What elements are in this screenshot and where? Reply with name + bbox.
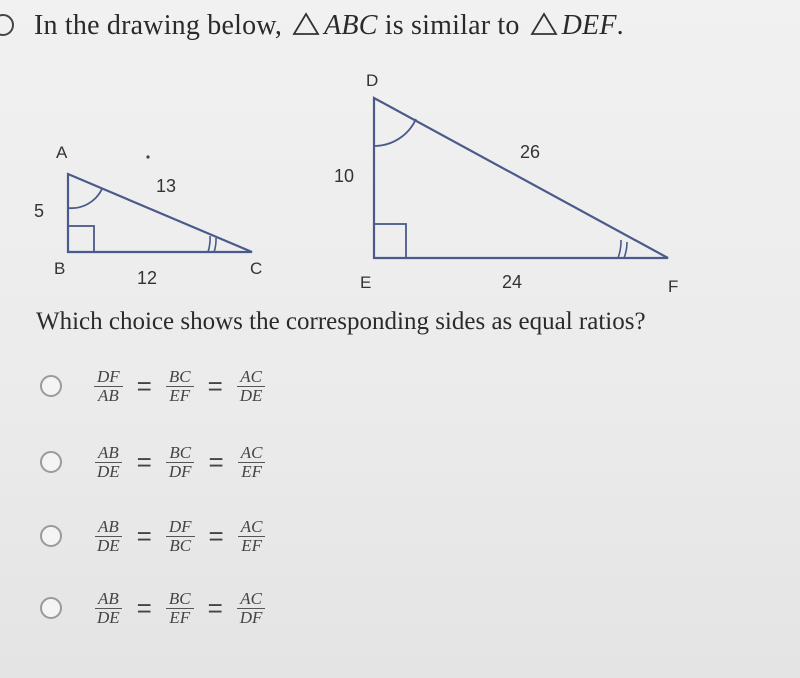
vertex-label-e: E bbox=[360, 273, 372, 292]
prompt-text: Which choice shows the corresponding sides as equal ratios? bbox=[36, 308, 646, 335]
question-suffix: . bbox=[616, 10, 624, 41]
question-middle: is similar to bbox=[384, 10, 520, 41]
fraction: $\frac{AC}{EF}$ bbox=[238, 518, 266, 555]
fraction: $\frac{AB}{DE}$ bbox=[94, 590, 123, 627]
vertex-label-f: F bbox=[668, 277, 679, 296]
fraction: $\frac{BC}{DF}$ bbox=[166, 444, 195, 481]
equals-sign: = bbox=[136, 370, 152, 401]
angle-a-arc bbox=[68, 189, 102, 208]
side-label-de: 10 bbox=[334, 166, 355, 186]
vertex-label-c: C bbox=[250, 259, 263, 278]
fraction: $\frac{BC}{EF}$ bbox=[166, 368, 194, 405]
angle-c-arc bbox=[214, 238, 216, 252]
side-label-ac: 13 bbox=[156, 176, 177, 196]
fraction: $\frac{DF}{BC}$ bbox=[166, 518, 195, 555]
vertex-label-b: B bbox=[54, 259, 66, 278]
fraction: $\frac{BC}{EF}$ bbox=[166, 590, 194, 627]
triangles-figure bbox=[0, 0, 800, 300]
side-label-df: 26 bbox=[520, 142, 541, 162]
right-angle-b-marker bbox=[68, 226, 94, 252]
angle-f-arc bbox=[624, 242, 627, 258]
answer-choice-4[interactable] bbox=[40, 580, 400, 636]
fraction: $\frac{AB}{DE}$ bbox=[94, 518, 123, 555]
fraction: $\frac{AC}{DF}$ bbox=[237, 590, 266, 627]
fraction: $\frac{AC}{EF}$ bbox=[238, 444, 266, 481]
fraction: $\frac{AB}{DE}$ bbox=[94, 444, 123, 481]
radio-button-3[interactable] bbox=[40, 525, 62, 547]
fraction: $\frac{DF}{AB}$ bbox=[94, 368, 123, 405]
triangle-abc bbox=[34, 143, 262, 288]
equals-sign: = bbox=[136, 520, 152, 551]
answer-choice-2[interactable] bbox=[40, 434, 400, 490]
answer-choice-1[interactable] bbox=[40, 358, 400, 414]
triangle-def bbox=[334, 71, 678, 296]
radio-button-4[interactable] bbox=[40, 597, 62, 619]
side-label-bc: 12 bbox=[137, 268, 158, 288]
equals-sign: = bbox=[207, 370, 223, 401]
side-label-ef: 24 bbox=[502, 272, 523, 292]
triangle-def-name: DEF bbox=[561, 10, 617, 41]
equals-sign: = bbox=[136, 592, 152, 623]
side-label-ab: 5 bbox=[34, 201, 45, 221]
fraction: $\frac{AC}{DE}$ bbox=[237, 368, 266, 405]
equals-sign: = bbox=[207, 592, 223, 623]
equals-sign: = bbox=[208, 520, 224, 551]
radio-button-2[interactable] bbox=[40, 451, 62, 473]
equals-sign: = bbox=[208, 446, 224, 477]
vertex-label-d: D bbox=[366, 71, 379, 90]
vertex-label-a: A bbox=[56, 143, 68, 162]
triangle-abc-name: ABC bbox=[324, 10, 378, 41]
answer-choice-3[interactable] bbox=[40, 508, 400, 564]
equals-sign: = bbox=[136, 446, 152, 477]
right-angle-e-marker bbox=[374, 224, 406, 258]
radio-button-1[interactable] bbox=[40, 375, 62, 397]
angle-d-arc bbox=[374, 119, 416, 146]
question-prefix: In the drawing below, bbox=[34, 10, 283, 41]
stray-dot bbox=[146, 155, 149, 158]
